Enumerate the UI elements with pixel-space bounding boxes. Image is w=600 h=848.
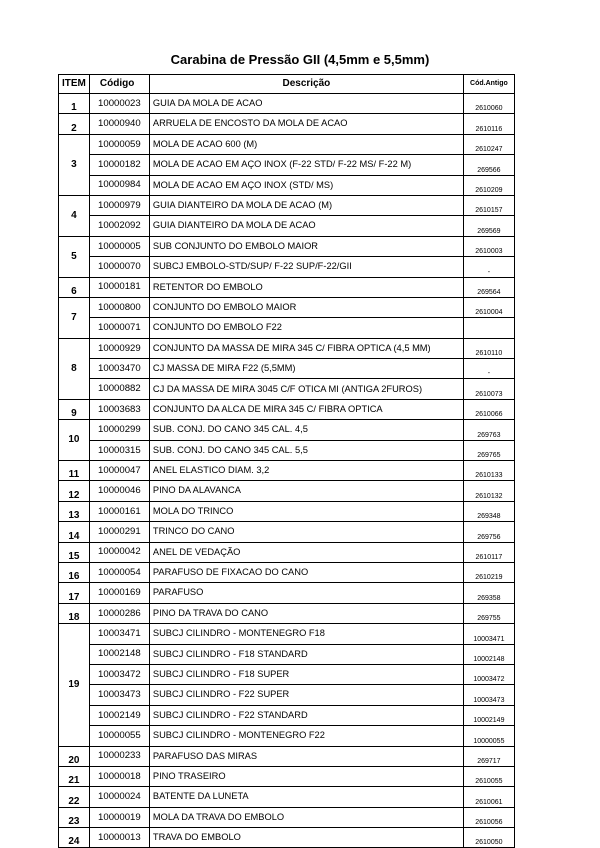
cod-antigo-cell: 2610219 — [463, 562, 514, 582]
descricao-cell: CJ MASSA DE MIRA F22 (5,5MM) — [149, 359, 463, 379]
codigo-cell: 10003683 — [89, 399, 149, 419]
item-number-cell: 21 — [59, 766, 90, 786]
table-row — [59, 94, 515, 114]
item-number-cell: 11 — [59, 461, 90, 481]
cod-antigo-cell: 269569 — [463, 216, 514, 236]
codigo-cell: 10000315 — [89, 440, 149, 460]
codigo-cell: 10002149 — [89, 705, 149, 725]
table-row — [59, 216, 515, 236]
codigo-cell: 10000181 — [89, 277, 149, 297]
codigo-cell: 10002148 — [89, 644, 149, 664]
codigo-cell: 10000046 — [89, 481, 149, 501]
codigo-cell: 10000071 — [89, 318, 149, 338]
item-number-cell: 22 — [59, 787, 90, 807]
descricao-cell: PINO DA TRAVA DO CANO — [149, 603, 463, 623]
item-number-cell: 9 — [59, 399, 90, 419]
table-row — [59, 562, 515, 582]
table-row — [59, 359, 515, 379]
descricao-cell: BATENTE DA LUNETA — [149, 787, 463, 807]
table-row — [59, 705, 515, 725]
item-number-cell: 17 — [59, 583, 90, 603]
descricao-cell: SUBCJ CILINDRO - F22 STANDARD — [149, 705, 463, 725]
codigo-cell: 10000291 — [89, 522, 149, 542]
descricao-cell: ANEL ELASTICO DIAM. 3,2 — [149, 461, 463, 481]
item-number-cell: 8 — [59, 338, 90, 399]
cod-antigo-cell: 10002148 — [463, 644, 514, 664]
table-row — [59, 603, 515, 623]
table-row — [59, 399, 515, 419]
codigo-cell: 10000882 — [89, 379, 149, 399]
cod-antigo-cell: 2610133 — [463, 461, 514, 481]
cod-antigo-cell: 2610056 — [463, 807, 514, 827]
cod-antigo-cell: 2610066 — [463, 399, 514, 419]
cod-antigo-cell: 10002149 — [463, 705, 514, 725]
descricao-cell: MOLA DE ACAO EM AÇO INOX (STD/ MS) — [149, 175, 463, 195]
codigo-cell: 10002092 — [89, 216, 149, 236]
codigo-cell: 10000169 — [89, 583, 149, 603]
item-number-cell: 18 — [59, 603, 90, 623]
item-number-cell: 19 — [59, 624, 90, 746]
item-number-cell: 23 — [59, 807, 90, 827]
header-descricao: Descrição — [149, 75, 463, 94]
descricao-cell: CJ DA MASSA DE MIRA 3045 C/F OTICA MI (ANTIGA 2FUROS) — [149, 379, 463, 399]
descricao-cell: CONJUNTO DO EMBOLO F22 — [149, 318, 463, 338]
descricao-cell: SUB. CONJ. DO CANO 345 CAL. 4,5 — [149, 420, 463, 440]
table-row — [59, 277, 515, 297]
item-number-cell: 6 — [59, 277, 90, 297]
table-row — [59, 236, 515, 256]
codigo-cell: 10000013 — [89, 828, 149, 848]
cod-antigo-cell: 2610055 — [463, 766, 514, 786]
table-row — [59, 134, 515, 154]
table-row — [59, 766, 515, 786]
table-row — [59, 746, 515, 766]
codigo-cell: 10000182 — [89, 155, 149, 175]
descricao-cell: SUBCJ CILINDRO - F18 SUPER — [149, 664, 463, 684]
item-number-cell: 12 — [59, 481, 90, 501]
codigo-cell: 10000054 — [89, 562, 149, 582]
cod-antigo-cell: 2610061 — [463, 787, 514, 807]
table-row — [59, 685, 515, 705]
cod-antigo-cell: 2610004 — [463, 297, 514, 317]
table-row — [59, 257, 515, 277]
descricao-cell: ARRUELA DE ENCOSTO DA MOLA DE ACAO — [149, 114, 463, 134]
cod-antigo-cell: 2610050 — [463, 828, 514, 848]
descricao-cell: SUBCJ CILINDRO - MONTENEGRO F18 — [149, 624, 463, 644]
table-row — [59, 175, 515, 195]
cod-antigo-cell: 269564 — [463, 277, 514, 297]
table-row — [59, 644, 515, 664]
table-row — [59, 828, 515, 848]
cod-antigo-cell: 269755 — [463, 603, 514, 623]
codigo-cell: 10000979 — [89, 195, 149, 215]
descricao-cell: GUIA DA MOLA DE ACAO — [149, 94, 463, 114]
cod-antigo-cell: 10003472 — [463, 664, 514, 684]
cod-antigo-cell: 2610110 — [463, 338, 514, 358]
item-number-cell: 14 — [59, 522, 90, 542]
codigo-cell: 10000023 — [89, 94, 149, 114]
table-row — [59, 379, 515, 399]
cod-antigo-cell: 2610116 — [463, 114, 514, 134]
codigo-cell: 10003470 — [89, 359, 149, 379]
cod-antigo-cell: 2610060 — [463, 94, 514, 114]
descricao-cell: MOLA DA TRAVA DO EMBOLO — [149, 807, 463, 827]
codigo-cell: 10000019 — [89, 807, 149, 827]
descricao-cell: CONJUNTO DA ALCA DE MIRA 345 C/ FIBRA OPTICA — [149, 399, 463, 419]
codigo-cell: 10000070 — [89, 257, 149, 277]
descricao-cell: CONJUNTO DA MASSA DE MIRA 345 C/ FIBRA OPTICA (4,5 MM) — [149, 338, 463, 358]
codigo-cell: 10000161 — [89, 501, 149, 521]
item-number-cell: 16 — [59, 562, 90, 582]
table-row — [59, 726, 515, 746]
table-row — [59, 583, 515, 603]
descricao-cell: PARAFUSO DE FIXACAO DO CANO — [149, 562, 463, 582]
cod-antigo-cell: 2610247 — [463, 134, 514, 154]
codigo-cell: 10000929 — [89, 338, 149, 358]
table-row — [59, 195, 515, 215]
parts-table — [58, 74, 515, 848]
descricao-cell: PINO DA ALAVANCA — [149, 481, 463, 501]
item-number-cell: 7 — [59, 297, 90, 338]
table-header-row — [59, 75, 515, 94]
cod-antigo-cell: 2610132 — [463, 481, 514, 501]
cod-antigo-cell: 2610003 — [463, 236, 514, 256]
cod-antigo-cell: 2610209 — [463, 175, 514, 195]
parts-table-body — [59, 94, 515, 848]
table-row — [59, 155, 515, 175]
item-number-cell: 24 — [59, 828, 90, 848]
cod-antigo-cell: 10003473 — [463, 685, 514, 705]
item-number-cell: 1 — [59, 94, 90, 114]
item-number-cell: 2 — [59, 114, 90, 134]
descricao-cell: CONJUNTO DO EMBOLO MAIOR — [149, 297, 463, 317]
codigo-cell: 10000042 — [89, 542, 149, 562]
descricao-cell: SUB CONJUNTO DO EMBOLO MAIOR — [149, 236, 463, 256]
codigo-cell: 10000299 — [89, 420, 149, 440]
codigo-cell: 10003472 — [89, 664, 149, 684]
cod-antigo-cell: - — [463, 257, 514, 277]
table-row — [59, 318, 515, 338]
table-row — [59, 481, 515, 501]
table-row — [59, 542, 515, 562]
table-row — [59, 420, 515, 440]
codigo-cell: 10000059 — [89, 134, 149, 154]
item-number-cell: 3 — [59, 134, 90, 195]
table-row — [59, 787, 515, 807]
descricao-cell: SUBCJ CILINDRO - MONTENEGRO F22 — [149, 726, 463, 746]
page-title: Carabina de Pressão GII (4,5mm e 5,5mm) — [170, 52, 430, 67]
cod-antigo-cell: - — [463, 359, 514, 379]
item-number-cell: 13 — [59, 501, 90, 521]
codigo-cell: 10003473 — [89, 685, 149, 705]
table-row — [59, 338, 515, 358]
codigo-cell: 10000024 — [89, 787, 149, 807]
descricao-cell: PARAFUSO DAS MIRAS — [149, 746, 463, 766]
descricao-cell: ANEL DE VEDAÇÃO — [149, 542, 463, 562]
descricao-cell: MOLA DO TRINCO — [149, 501, 463, 521]
cod-antigo-cell: 269717 — [463, 746, 514, 766]
descricao-cell: PINO TRASEIRO — [149, 766, 463, 786]
cod-antigo-cell: 269348 — [463, 501, 514, 521]
descricao-cell: SUBCJ CILINDRO - F18 STANDARD — [149, 644, 463, 664]
codigo-cell: 10000233 — [89, 746, 149, 766]
table-row — [59, 114, 515, 134]
codigo-cell: 10000984 — [89, 175, 149, 195]
item-number-cell: 20 — [59, 746, 90, 766]
descricao-cell: GUIA DIANTEIRO DA MOLA DE ACAO (M) — [149, 195, 463, 215]
cod-antigo-cell: 10000055 — [463, 726, 514, 746]
table-row — [59, 297, 515, 317]
codigo-cell: 10000286 — [89, 603, 149, 623]
descricao-cell: RETENTOR DO EMBOLO — [149, 277, 463, 297]
item-number-cell: 5 — [59, 236, 90, 277]
cod-antigo-cell: 269763 — [463, 420, 514, 440]
cod-antigo-cell: 10003471 — [463, 624, 514, 644]
descricao-cell: TRINCO DO CANO — [149, 522, 463, 542]
table-row — [59, 440, 515, 460]
descricao-cell: SUBCJ CILINDRO - F22 SUPER — [149, 685, 463, 705]
table-row — [59, 624, 515, 644]
descricao-cell: PARAFUSO — [149, 583, 463, 603]
descricao-cell: TRAVA DO EMBOLO — [149, 828, 463, 848]
item-number-cell: 4 — [59, 195, 90, 236]
cod-antigo-cell: 269566 — [463, 155, 514, 175]
table-row — [59, 522, 515, 542]
codigo-cell: 10000047 — [89, 461, 149, 481]
table-row — [59, 461, 515, 481]
table-row — [59, 501, 515, 521]
cod-antigo-cell: 2610157 — [463, 195, 514, 215]
item-number-cell: 10 — [59, 420, 90, 461]
descricao-cell: MOLA DE ACAO EM AÇO INOX (F-22 STD/ F-22 MS/ F-22 M) — [149, 155, 463, 175]
codigo-cell: 10000055 — [89, 726, 149, 746]
item-number-cell: 15 — [59, 542, 90, 562]
table-row — [59, 807, 515, 827]
cod-antigo-cell: 269765 — [463, 440, 514, 460]
header-cod-antigo: Cód.Antigo — [463, 75, 514, 94]
codigo-cell: 10003471 — [89, 624, 149, 644]
codigo-cell: 10000018 — [89, 766, 149, 786]
descricao-cell: MOLA DE ACAO 600 (M) — [149, 134, 463, 154]
cod-antigo-cell: 269756 — [463, 522, 514, 542]
table-row — [59, 664, 515, 684]
cod-antigo-cell: 2610117 — [463, 542, 514, 562]
descricao-cell: GUIA DIANTEIRO DA MOLA DE ACAO — [149, 216, 463, 236]
cod-antigo-cell — [463, 318, 514, 338]
cod-antigo-cell: 2610073 — [463, 379, 514, 399]
header-item: ITEM — [59, 75, 90, 94]
codigo-cell: 10000005 — [89, 236, 149, 256]
header-codigo: Código — [89, 75, 149, 94]
codigo-cell: 10000940 — [89, 114, 149, 134]
cod-antigo-cell: 269358 — [463, 583, 514, 603]
codigo-cell: 10000800 — [89, 297, 149, 317]
descricao-cell: SUB. CONJ. DO CANO 345 CAL. 5,5 — [149, 440, 463, 460]
descricao-cell: SUBCJ EMBOLO-STD/SUP/ F-22 SUP/F-22/GII — [149, 257, 463, 277]
